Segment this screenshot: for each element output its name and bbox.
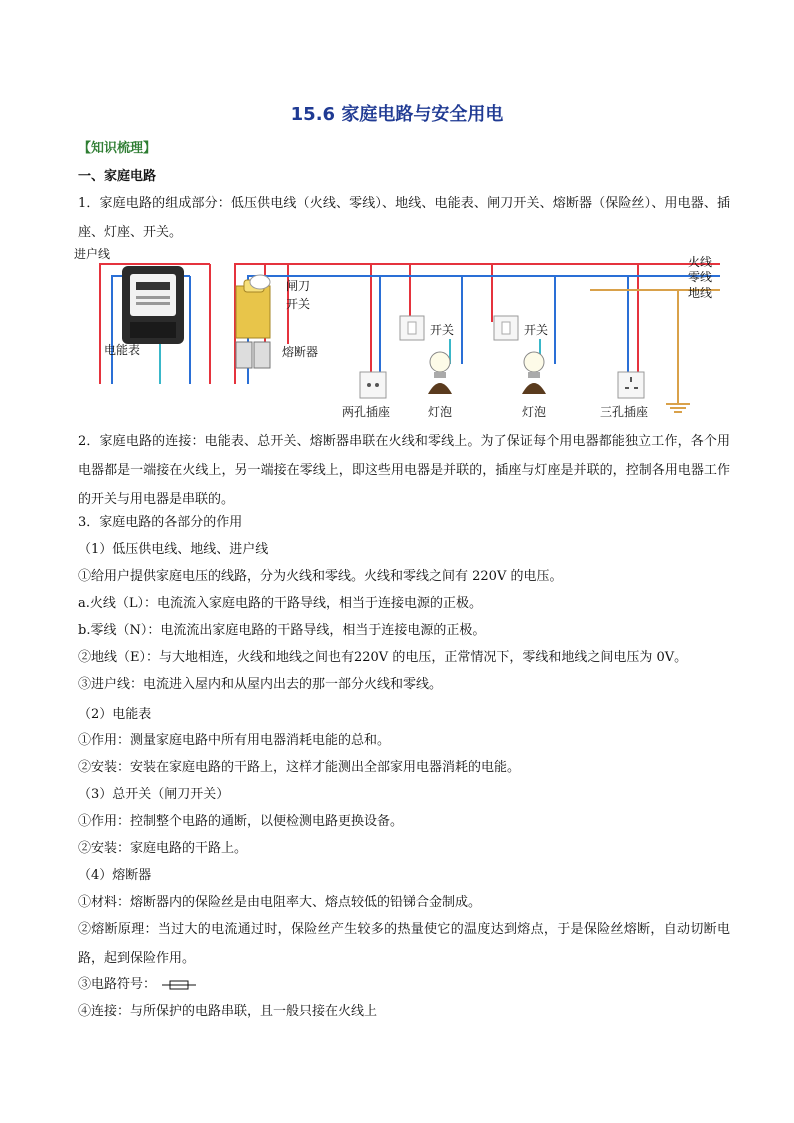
ground-wire [590, 290, 720, 412]
label-neutral: 零线 [688, 270, 713, 284]
page-title: 15.6 家庭电路与安全用电 [290, 104, 504, 125]
label-switch-2: 开关 [524, 323, 549, 337]
label-bulb-1: 灯泡 [428, 405, 453, 419]
label-in-line: 进户线 [74, 247, 111, 261]
line-4: （1）低压供电线、地线、进户线 [78, 542, 269, 557]
wall-switch-1 [400, 316, 424, 340]
paragraph-components: 1．家庭电路的组成部分：低压供电线（火线、零线）、地线、电能表、闸刀开关、熔断器（保险丝）、用电器、插座、灯座、开关。 [78, 196, 730, 240]
label-fuse: 熔断器 [282, 345, 319, 359]
line-6: a.火线（L）：电流流入家庭电路的干路导线，相当于连接电源的正极。 [78, 596, 483, 611]
line-14: ①作用：控制整个电路的通断，以便检测电路更换设备。 [78, 814, 404, 829]
two-hole-socket [360, 372, 386, 398]
light-bulb-1 [428, 352, 452, 394]
paragraph-connection: 2．家庭电路的连接：电能表、总开关、熔断器串联在火线和零线上。为了保证每个用电器都能独立工作，各个用电器都是一端接在火线上，另一端接在零线上，即这些用电器是并联的，插座与灯座是并联的，控制各用电器工作的开关与用电器是串联的。 [78, 434, 730, 507]
label-three-hole-socket: 三孔插座 [600, 405, 649, 419]
label-live: 火线 [688, 255, 713, 269]
heading-household-circuit: 一、家庭电路 [78, 169, 157, 184]
light-bulb-2 [522, 352, 546, 394]
paragraph-fuse-principle: ②熔断原理：当过大的电流通过时，保险丝产生较多的热量使它的温度达到熔点，于是保险丝熔断，自动切断电路，起到保险作用。 [78, 922, 730, 966]
knife-switch [236, 275, 270, 338]
line-10: （2）电能表 [78, 707, 152, 722]
label-bulb-2: 灯泡 [522, 405, 547, 419]
line-7: b.零线（N）：电流流出家庭电路的干路导线，相当于连接电源的正极。 [78, 623, 486, 638]
circuit-symbol-label: ③电路符号： [78, 977, 157, 992]
line-8: ②地线（E）：与大地相连，火线和地线之间也有220V 的电压，正常情况下，零线和地线之间电压为 0V。 [78, 650, 688, 665]
household-circuit-diagram [70, 244, 725, 424]
line-15: ②安装：家庭电路的干路上。 [78, 841, 248, 856]
label-switch-1: 开关 [430, 323, 455, 337]
line-19 [78, 972, 728, 998]
line-3: 3．家庭电路的各部分的作用 [78, 515, 243, 530]
label-two-hole-socket: 两孔插座 [342, 405, 391, 419]
section-tag: 【知识梳理】 [78, 141, 157, 156]
line-11: ①作用：测量家庭电路中所有用电器消耗电能的总和。 [78, 733, 391, 748]
label-knife-switch-2: 开关 [286, 297, 311, 311]
label-ground: 地线 [688, 286, 713, 300]
electric-meter [122, 266, 184, 344]
wall-switch-2 [494, 316, 518, 340]
fuse-symbol-icon [162, 979, 196, 991]
line-9: ③进户线：电流进入屋内和从屋内出去的那一部分火线和零线。 [78, 677, 443, 692]
line-12: ②安装：安装在家庭电路的干路上，这样才能测出全部家用电器消耗的电能。 [78, 760, 521, 775]
label-meter: 电能表 [104, 343, 141, 357]
line-5: ①给用户提供家庭电压的线路，分为火线和零线。火线和零线之间有 220V 的电压。 [78, 569, 563, 584]
fuse-block [236, 342, 270, 368]
line-17: ①材料：熔断器内的保险丝是由电阻率大、熔点较低的铅锑合金制成。 [78, 895, 482, 910]
line-20: ④连接：与所保护的电路串联，且一般只接在火线上 [78, 1004, 378, 1019]
three-hole-socket [618, 372, 644, 398]
label-knife-switch-1: 闸刀 [286, 279, 311, 293]
line-13: （3）总开关（闸刀开关） [78, 787, 230, 802]
line-16: （4）熔断器 [78, 868, 152, 883]
